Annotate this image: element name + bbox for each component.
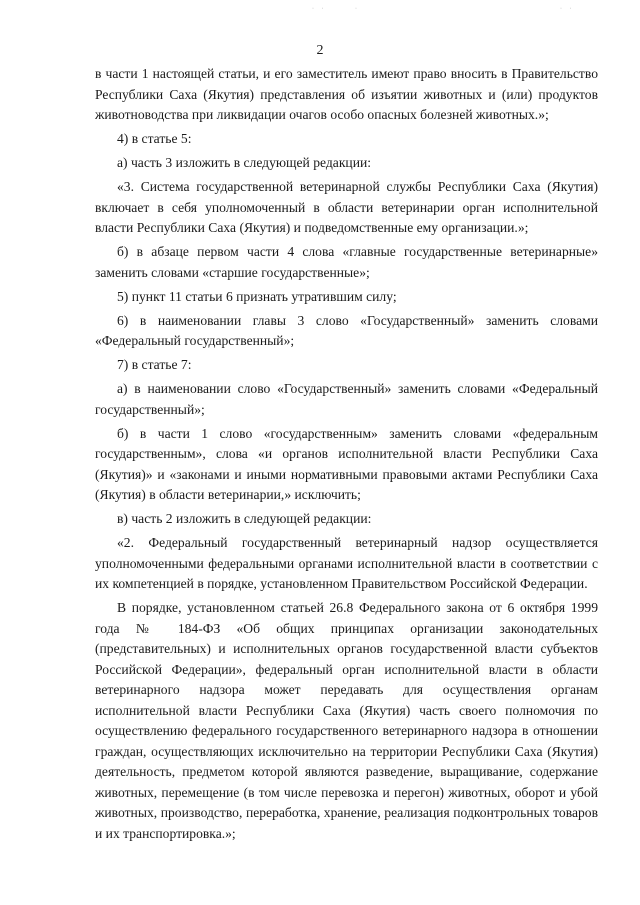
paragraph: 7) в статье 7:: [117, 357, 192, 372]
paragraph: 5) пункт 11 статьи 6 признать утратившим силу;: [117, 288, 397, 304]
paragraph: а) часть 3 изложить в следующей редакции:: [117, 155, 372, 170]
paragraph: а) в наименовании слово «Государственный» заменить словами «Федеральный государственный»;: [95, 381, 598, 417]
scan-artifacts: · · · · ·: [312, 6, 575, 12]
paragraph: 6) в наименовании главы 3 слово «Государственный» заменить словами «Федеральный государственный»;: [95, 312, 598, 348]
document-body: [95, 64, 598, 848]
paragraph: в части 1 настоящей статьи, и его заместитель имеют право вносить в Правительство Республики Саха (Якутия) представления об изъятии животных и (или) продуктов животноводства при ликвидации очагов особо опасных болезней животных.»;: [95, 66, 598, 122]
paragraph: б) в части 1 слово «государственным» заменить словами «федеральным государственным», слова «и органов исполнительной власти Республики Саха (Якутия)» и «законами и иными нормативными правовыми актами Республики Саха (Якутия) в области ветеринарии,» исключить;: [95, 425, 598, 502]
paragraph: в) часть 2 изложить в следующей редакции:: [117, 511, 372, 526]
paragraph: б) в абзаце первом части 4 слова «главные государственные ветеринарные» заменить словами «старшие государственные»;: [95, 244, 598, 280]
paragraph: «3. Система государственной ветеринарной службы Республики Саха (Якутия) включает в себя уполномоченный в области ветеринарии орган исполнительной власти Республики Саха (Якутия) и подведомственные ему организации.»;: [95, 179, 598, 235]
page-number: 2: [316, 43, 324, 58]
paragraph: 4) в статье 5:: [117, 131, 192, 146]
paragraph: В порядке, установленном статьей 26.8 Федерального закона от 6 октября 1999 года № 184-ФЗ «Об общих принципах организации законодательных (представительных) и исполнительных органов государственной власти субъектов Российской Федерации», федеральный орган исполнительной власти в области ветеринарного надзора может передавать для осуществления органам исполнительной власти Республики Саха (Якутия) часть своего полномочия по осуществлению федерального государственного ветеринарного надзора в отношении граждан, осуществляющих исключительно на территории Республики Саха (Якутия) деятельность, предметом которой являются разведение, выращивание, содержание животных, перемещение (в том числе перевозка и перегон) животных, оборот и убой животных, производство, переработка, хранение, реализация подконтрольных товаров и их транспортировка.»;: [95, 600, 598, 841]
paragraph: «2. Федеральный государственный ветеринарный надзор осуществляется уполномоченными федеральными органами исполнительной власти в соответствии с их компетенцией в порядке, установленном Правительством Российской Федерации.: [95, 535, 598, 591]
